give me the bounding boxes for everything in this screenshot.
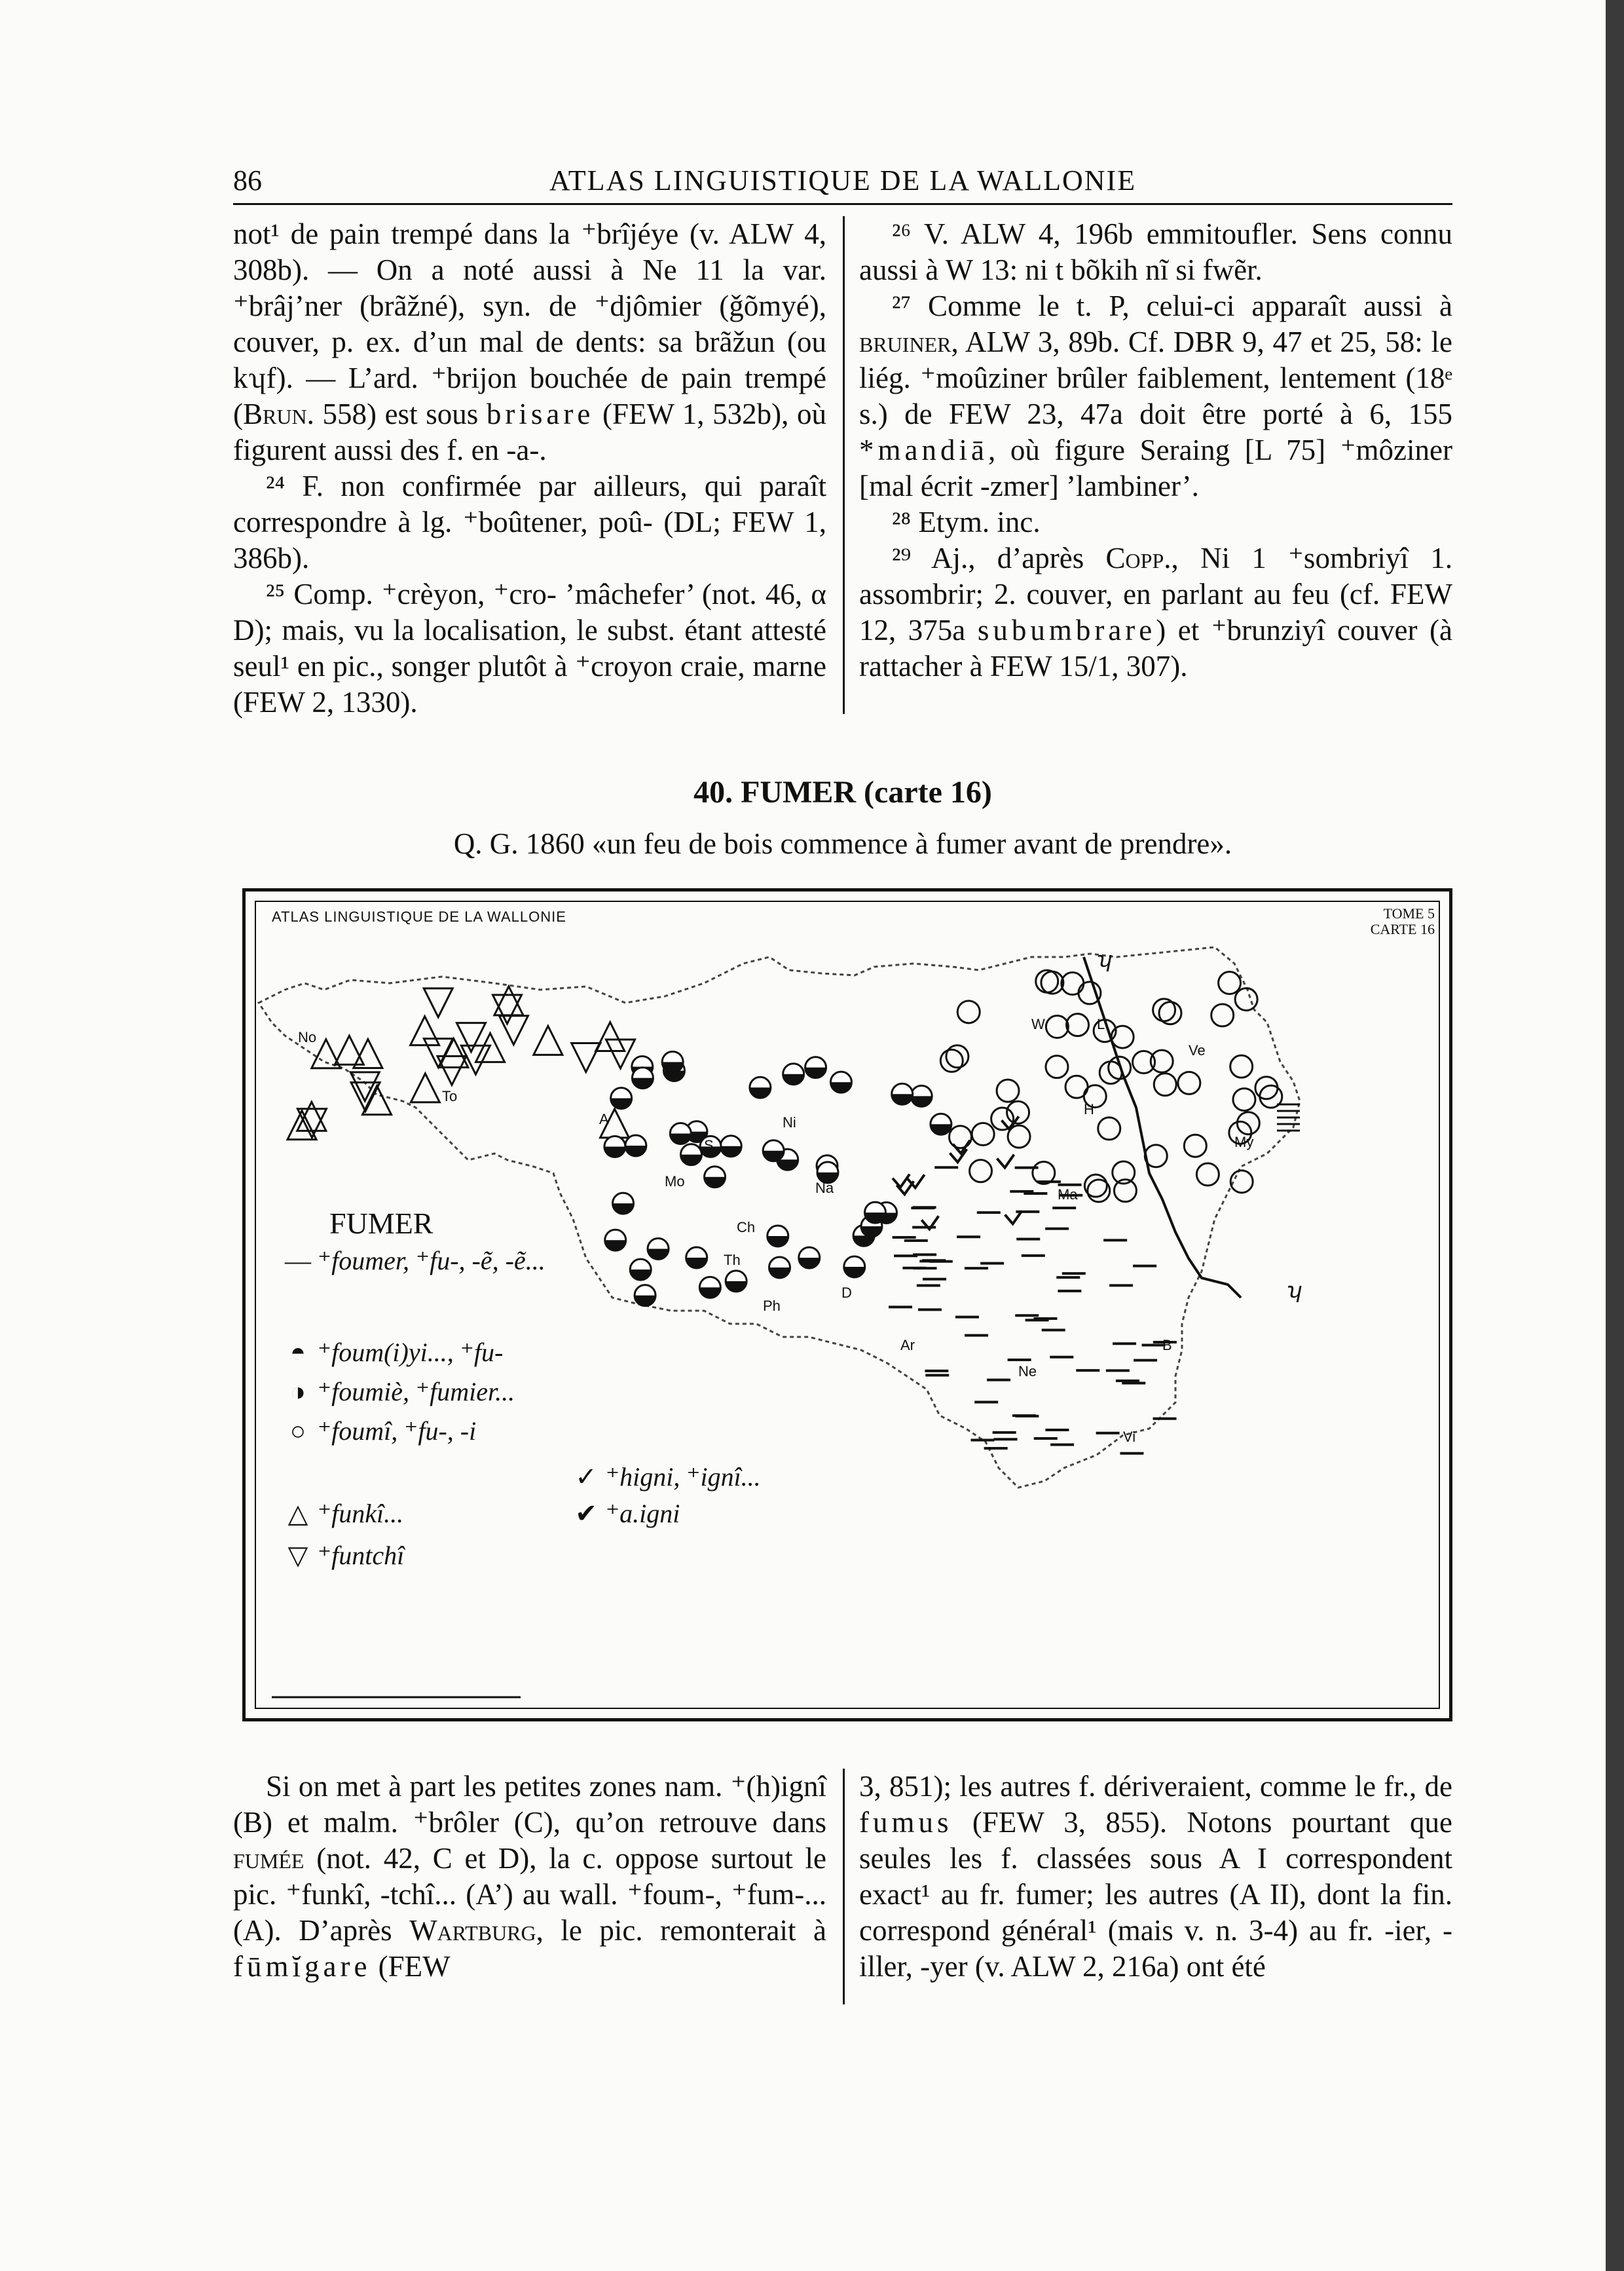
legend-row-foumiyi [285, 1337, 503, 1368]
half-circle-fill [686, 1258, 707, 1268]
triangle-up-icon [411, 1074, 439, 1102]
page-edge-shadow [1606, 0, 1624, 2271]
half-circle-fill [605, 1240, 626, 1250]
legend-row-foumi [285, 1416, 476, 1446]
place-label: No [298, 1029, 317, 1045]
place-label: Ma [1058, 1186, 1078, 1203]
half-circle-fill [648, 1249, 669, 1260]
half-filled-circle-bottom-icon: ◓ [289, 1338, 306, 1367]
circle-icon [1255, 1077, 1278, 1099]
half-circle-fill [635, 1296, 655, 1306]
note-23-text-2: . 558) est sous [306, 398, 487, 430]
notes-right-column [859, 216, 1452, 685]
circle-icon [1196, 1163, 1219, 1186]
half-circle-fill [805, 1068, 826, 1078]
circle-icon [1145, 1145, 1167, 1167]
running-header [233, 164, 1452, 200]
body-text-2: (FEW 3, 855). Notons pourtant que seules les f. classées sous A I correspondent exact¹ au fr. fumer; les autres (A II), dont la fin. correspond général¹ (mais v. n. 3-4) au fr. -ier, -iller, -yer (v. ALW 2, 216a) ont été [859, 1806, 1452, 1983]
checkmark-icon [953, 1140, 970, 1154]
legend-text: ⁺funtchî [318, 1541, 405, 1570]
body-column-divider [843, 1769, 845, 2004]
circle-icon [1235, 988, 1257, 1011]
running-title: ATLAS LINGUISTIQUE DE LA WALLONIE [549, 164, 1137, 197]
half-circle-fill [830, 1082, 851, 1093]
half-circle-fill [844, 1267, 865, 1277]
half-circle-fill [699, 1287, 720, 1298]
body-text-4: (FEW [371, 1950, 451, 1983]
circle-icon [1154, 1074, 1176, 1096]
place-label: Ve [1189, 1042, 1206, 1059]
triangle-up-icon: △ [287, 1499, 308, 1528]
circle-icon [1178, 1072, 1200, 1094]
notes-left-column [233, 216, 826, 721]
section-title: 40. FUMER (carte 16) [693, 775, 992, 810]
triangle-up-icon [534, 1026, 563, 1055]
section-question: Q. G. 1860 «un feu de bois commence à fumer avant de prendre». [453, 827, 1232, 860]
place-label: Ch [737, 1219, 756, 1235]
note-29-author: Copp [1105, 542, 1164, 574]
place-label: S [704, 1137, 714, 1154]
circle-icon [1184, 1135, 1206, 1157]
body-left-column [233, 1769, 826, 1985]
legend-text: ⁺a.igni [606, 1499, 680, 1528]
body-etymon-fumigare: fūmĭgare [233, 1950, 371, 1983]
body-text-2: (not. 42, C et D), la c. oppose surtout le pic. ⁺funkî, -tchî... (A’) au wall. ⁺foum-, ⁺fum-... (A). D’après [233, 1842, 826, 1947]
column-divider [843, 216, 845, 714]
circle-icon [1230, 1171, 1253, 1193]
place-label: A [599, 1111, 609, 1127]
circle-icon [1230, 1055, 1253, 1078]
circle-icon [1099, 1062, 1122, 1084]
place-label: Ar [900, 1337, 915, 1353]
place-label: H [1084, 1101, 1094, 1117]
checkmark-icon [896, 1181, 913, 1194]
note-23-text: not¹ de pain trempé dans la ⁺brîjéye (v. ALW 4, 308b). — On a noté aussi à Ne 11 la var. ⁺brâj’ner (brãžné), syn. de ⁺djômier (ǧõmyé), couver, p. ex. d’un mal de dents: sa brãžun (ou kʮf). — L’ard. ⁺brijon bouchée de pain trempé ( [233, 217, 826, 430]
half-circle-fill [799, 1258, 820, 1268]
body-right-column [859, 1769, 1452, 1985]
circle-icon [1098, 1117, 1120, 1140]
place-label: D [841, 1285, 852, 1301]
circle-icon [1219, 972, 1241, 994]
circle-icon [940, 1049, 963, 1072]
note-23-text-3: (FEW 1, 532b), où figurent aussi des f. en -a-. [233, 398, 826, 466]
note-24: ²⁴ F. non confirmée par ailleurs, qui paraît correspondre à lg. ⁺boûtener, poû- (DL; FEW 1, 386b). [233, 470, 826, 574]
half-circle-fill [613, 1203, 634, 1214]
place-label: Ph [763, 1298, 781, 1314]
legend-row-funtchi [285, 1540, 404, 1571]
circle-icon [1211, 1004, 1234, 1026]
checkmark-icon [1005, 1211, 1022, 1224]
circle-icon [957, 1001, 980, 1023]
map-frame [242, 888, 1452, 1721]
circle-icon [1260, 1085, 1282, 1108]
checkmark-icon [997, 1155, 1014, 1168]
legend-text: ⁺funkî... [318, 1499, 404, 1528]
circle-icon [997, 1079, 1019, 1102]
header-rule [233, 203, 1452, 205]
half-circle-fill [750, 1087, 771, 1098]
triangle-up-icon [476, 1033, 505, 1062]
checkmark-icon: ✓ [575, 1462, 597, 1492]
half-circle-fill [630, 1269, 651, 1280]
map-svg [246, 892, 1449, 1718]
place-label: Vi [1123, 1429, 1136, 1445]
frontier-label: ʮ [1287, 1278, 1302, 1303]
half-circle-fill [767, 1236, 788, 1247]
note-29-text-3: ) et ⁺brunziyî couver (à rattacher à FEW 15/1, 307). [859, 614, 1452, 683]
half-circle-fill [705, 1177, 726, 1188]
dash-symbol-icon: — [285, 1246, 311, 1275]
triangle-down-icon [350, 1072, 379, 1101]
body-text: Si on met à part les petites zones nam. ⁺(h)ignî (B) et malm. ⁺brôler (C), qu’on retrouve dans [233, 1770, 826, 1839]
circle-icon [1233, 1089, 1255, 1111]
half-circle-fill [911, 1096, 932, 1106]
place-label: B [1162, 1337, 1172, 1353]
legend-text: ⁺foumiè, ⁺fumier... [318, 1377, 515, 1406]
triangle-down-icon [572, 1043, 600, 1072]
half-circle-fill [892, 1094, 913, 1104]
body-ref-fumee: fumée [233, 1842, 304, 1875]
legend-row-aigni [573, 1498, 680, 1529]
body-ref-wartburg: Wartburg [409, 1914, 536, 1947]
checkmark-bold-icon: ✔ [575, 1499, 597, 1528]
circle-icon [1079, 982, 1101, 1004]
note-27-text-2: , ALW 3, 89b. Cf. DBR 9, 47 et 25, 58: le liég. ⁺moûziner brûler faiblement, lentement (18ᵉ s.) de FEW 23, 47a doit être porté à 6, 155 [859, 326, 1452, 430]
body-etymon-fumus: fumus [859, 1806, 953, 1839]
legend-row-foumer [285, 1245, 545, 1276]
half-circle-fill [726, 1281, 747, 1292]
map-carte: CARTE 16 [1370, 921, 1435, 937]
note-23-etymon: brisare [486, 398, 595, 430]
note-29-text-2: ., Ni 1 ⁺sombriyî 1. assombrir; 2. couver, en parlant au feu (cf. FEW 12, 375a [859, 542, 1452, 647]
triangle-up-icon [287, 1111, 316, 1140]
note-23-author: Brun [243, 398, 307, 430]
page-number: 86 [233, 164, 262, 197]
note-27-etymon: *mandiā [859, 434, 988, 466]
half-circle-fill [931, 1124, 951, 1135]
place-label: Na [815, 1180, 834, 1196]
circle-icon [946, 1045, 969, 1068]
map-place-labels [298, 947, 1302, 1445]
half-circle-fill [720, 1146, 741, 1157]
triangle-down-icon [461, 1045, 490, 1074]
triangle-down-icon [424, 988, 452, 1017]
circle-icon [1159, 1002, 1181, 1024]
half-circle-fill [680, 1155, 701, 1165]
legend-text: ⁺higni, ⁺ignî... [606, 1462, 761, 1492]
half-circle-fill [670, 1133, 691, 1144]
note-27-text: ²⁷ Comme le t. P, celui-ci apparaît aussi à [892, 290, 1452, 322]
circle-icon: ○ [289, 1416, 306, 1446]
map-tome: TOME 5 [1383, 905, 1435, 922]
note-29-text: ²⁹ Aj., d’après [892, 542, 1106, 574]
place-label: Ne [1018, 1363, 1037, 1379]
map-header: ATLAS LINGUISTIQUE DE LA WALLONIE [272, 909, 566, 925]
place-label: L [1097, 1016, 1105, 1032]
legend-row-funki [285, 1498, 403, 1529]
note-27-text-3: , où figure Seraing [L 75] ⁺môziner [mal écrit -zmer] ’lambiner’. [859, 434, 1452, 502]
half-circle-fill [777, 1159, 798, 1170]
frontier-label: ʮ [1097, 947, 1112, 972]
note-25: ²⁵ Comp. ⁺crèyon, ⁺cro- ’mâchefer’ (not. 46, α D); mais, vu la localisation, le subst. étant attesté seul¹ en pic., songer plutôt à ⁺croyon craie, marne (FEW 2, 1330). [233, 578, 826, 719]
half-circle-fill [625, 1146, 646, 1156]
checkmark-icon [893, 1174, 910, 1188]
note-26: ²⁶ V. ALW 4, 196b emmitoufler. Sens connu aussi à W 13: ni t bõkih nĩ si fwẽr. [859, 217, 1452, 286]
triangle-up-icon [335, 1036, 363, 1064]
triangle-down-icon [456, 1023, 485, 1052]
place-label: Ni [783, 1114, 796, 1131]
half-circle-fill [783, 1074, 804, 1085]
place-label: To [442, 1088, 458, 1104]
triangle-down-icon [499, 1016, 528, 1045]
place-label: W [1031, 1016, 1045, 1032]
border-hatching [1277, 1104, 1300, 1131]
circle-icon [1046, 1056, 1068, 1078]
body-text: 3, 851); les autres f. dériveraient, comme le fr., de [859, 1770, 1452, 1803]
half-circle-fill [632, 1078, 653, 1089]
triangle-down-icon: ▽ [287, 1541, 308, 1570]
half-filled-circle-left-icon: ◑ [289, 1377, 306, 1406]
circle-icon [1237, 1112, 1259, 1135]
language-frontier [1084, 957, 1241, 1298]
circle-icon [970, 1160, 992, 1182]
circle-icon [1007, 1101, 1029, 1123]
place-label: Mo [665, 1173, 685, 1190]
half-circle-fill [611, 1098, 632, 1109]
half-circle-fill [769, 1267, 790, 1278]
circle-icon [1046, 1015, 1068, 1038]
legend-row-foumie [285, 1376, 515, 1407]
body-text-3: , le pic. remonterait à [536, 1914, 826, 1947]
legend-title: FUMER [329, 1207, 434, 1240]
place-label: My [1234, 1134, 1254, 1150]
circle-icon [972, 1123, 994, 1145]
legend-row-higni [573, 1461, 761, 1492]
circle-icon [1061, 973, 1084, 995]
legend-text: ⁺foum(i)yi..., ⁺fu- [318, 1338, 504, 1367]
legend-text: ⁺foumî, ⁺fu-, -i [318, 1416, 477, 1446]
place-label: Th [724, 1252, 741, 1268]
legend-text: ⁺foumer, ⁺fu-, -ẽ, -ẽ... [318, 1246, 545, 1275]
circle-icon [1067, 1014, 1089, 1036]
note-27-ref: bruiner [859, 326, 951, 358]
half-circle-fill [604, 1147, 625, 1157]
note-28: ²⁸ Etym. inc. [892, 506, 1041, 538]
note-29-etymon: subumbrare [977, 614, 1156, 647]
